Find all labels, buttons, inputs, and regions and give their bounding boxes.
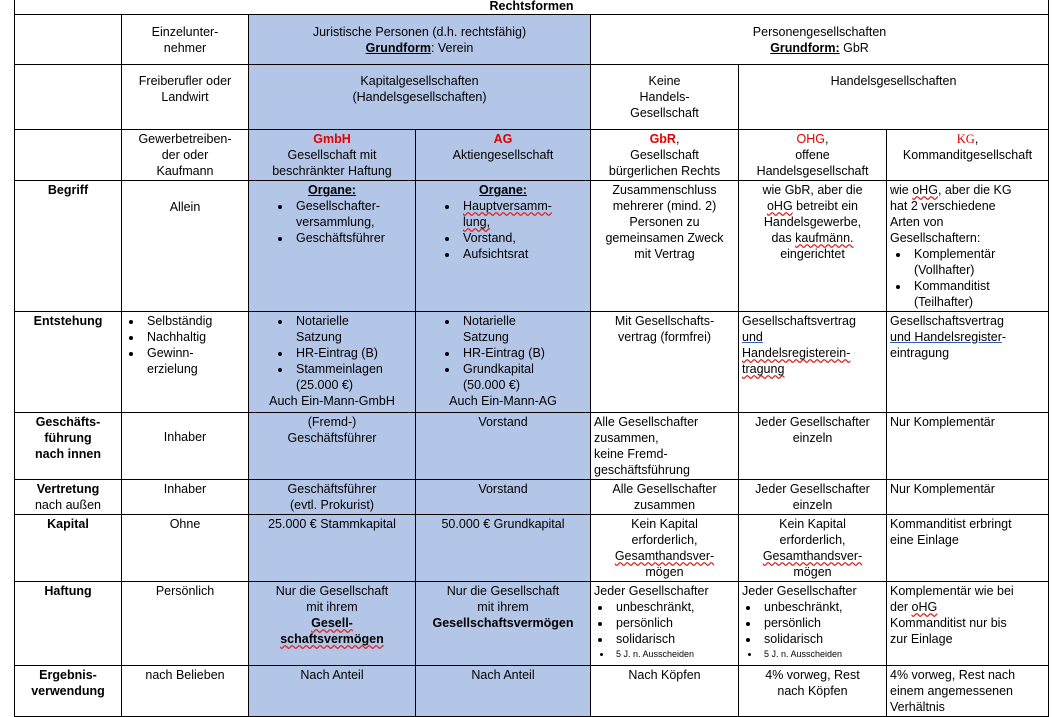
- fuehrung-gmbh: (Fremd-) Geschäftsführer: [249, 413, 416, 480]
- vertretung-ag: Vorstand: [416, 480, 591, 515]
- list-item: • Vorstand,: [459, 230, 587, 246]
- text: Gesellschaftsvertrag: [742, 314, 856, 328]
- list-item: • Kommanditist (Teilhafter): [910, 278, 1045, 310]
- haftung-gbr: [591, 582, 739, 666]
- ergebnis-einzel: nach Belieben: [122, 666, 249, 717]
- entstehung-kg: [887, 312, 1049, 413]
- vertretung-gmbh: Geschäftsführer (evtl. Prokurist): [249, 480, 416, 515]
- ag-abbr: AG: [493, 132, 513, 146]
- text: Gesellschaftsvertrag: [890, 314, 1004, 328]
- text: - eintragung: [890, 330, 1007, 360]
- kapital-einzel: Ohne: [122, 515, 249, 582]
- empty-cell: [15, 130, 122, 181]
- legal-forms-sheet: [14, 0, 1048, 712]
- gbr-haftung-list: [594, 599, 735, 661]
- form-ag: [416, 130, 591, 181]
- empty-cell: [15, 65, 122, 130]
- row-haftung: [15, 582, 1049, 666]
- haftung-ag: [416, 582, 591, 666]
- header-juristische-personen: [249, 15, 591, 65]
- gbr-name: , Gesellschaft bürgerlichen Rechts: [608, 132, 721, 178]
- row-label-geschaeftsfuehrung: Geschäfts- führung nach innen: [15, 413, 122, 480]
- text: eingerichtet: [780, 247, 845, 261]
- text: , aber die KG hat 2 verschiedene Arten von Gesellschaftern:: [890, 183, 1012, 245]
- list-item: • solidarisch: [760, 631, 883, 647]
- vertretung-ohg: Jeder Gesellschafter einzeln: [739, 480, 887, 515]
- list-item: • Notarielle Satzung: [459, 313, 587, 345]
- row-label-haftung: Haftung: [15, 582, 122, 666]
- text: oHG: [766, 199, 793, 213]
- list-item: • solidarisch: [612, 631, 735, 647]
- ergebnis-kg: 4% vorweg, Rest nach einem angemessenen Verhältnis: [887, 666, 1049, 717]
- ag-organe-head: Organe:: [479, 183, 527, 197]
- gmbh-haftung-emph: Gesell- schaftsvermögen: [280, 616, 384, 646]
- row-label-kapital: Kapital: [15, 515, 122, 582]
- form-gewerbetreibender: Gewerbetreiben- der oder Kaufmann: [122, 130, 249, 181]
- row-geschaeftsfuehrung: [15, 413, 1049, 480]
- haftung-einzel: Persönlich: [122, 582, 249, 666]
- row-ergebnisverwendung: [15, 666, 1049, 717]
- header-handelsgesellschaften: Handelsgesellschaften: [739, 65, 1049, 130]
- list-item: • Gewinn- erzielung: [143, 345, 245, 377]
- list-item: • Komplementär (Vollhafter): [910, 246, 1045, 278]
- form-gbr: [591, 130, 739, 181]
- gmbh-haftung-text: Nur die Gesellschaft mit ihrem: [275, 584, 389, 614]
- row-kapital: [15, 515, 1049, 582]
- pers-grundform-value: GbR: [839, 40, 869, 55]
- entstehung-gbr: Mit Gesellschafts- vertrag (formfrei): [591, 312, 739, 413]
- kapital-gmbh: 25.000 € Stammkapital: [249, 515, 416, 582]
- text: oHG: [911, 600, 938, 614]
- ag-haftung-text: Nur die Gesellschaft mit ihrem: [446, 584, 560, 614]
- ergebnis-gbr: Nach Köpfen: [591, 666, 739, 717]
- jur-grundform-value: : Verein: [430, 40, 474, 55]
- ag-haftung-emph: Gesellschaftsvermögen: [432, 616, 574, 630]
- text: betreibt ein Handelsgewerbe, das: [763, 199, 862, 245]
- form-gmbh: [249, 130, 416, 181]
- row-label-entstehung: Entstehung: [15, 312, 122, 413]
- pers-line: Personengesellschaften: [752, 24, 887, 39]
- text: und: [742, 330, 763, 344]
- row-begriff: [15, 181, 1049, 312]
- gmbh-organe-head: Organe:: [308, 183, 356, 197]
- list-item: • 5 J. n. Ausscheiden: [612, 647, 735, 661]
- kapital-ohg: [739, 515, 887, 582]
- empty-cell: [15, 15, 122, 65]
- fuehrung-kg: Nur Komplementär: [887, 413, 1049, 480]
- text: mögen: [793, 565, 832, 579]
- text: Gesamthandsver-: [614, 549, 715, 563]
- list-item: • Grundkapital (50.000 €): [459, 361, 587, 393]
- row-vertretung: [15, 480, 1049, 515]
- entstehung-ag: [416, 312, 591, 413]
- list-item: • Nachhaltig: [143, 329, 245, 345]
- list-item: • unbeschränkt,: [760, 599, 883, 615]
- begriff-ag: [416, 181, 591, 312]
- vertretung-kg: Nur Komplementär: [887, 480, 1049, 515]
- list-item: • Notarielle Satzung: [292, 313, 412, 345]
- header-row-forms: [15, 130, 1049, 181]
- form-kg: [887, 130, 1049, 181]
- haftung-ohg: [739, 582, 887, 666]
- ergebnis-ag: Nach Anteil: [416, 666, 591, 717]
- vertretung-einzel: Inhaber: [122, 480, 249, 515]
- pers-grundform-label: Grundform:: [770, 40, 840, 55]
- row-entstehung: [15, 312, 1049, 413]
- text: wie GbR, aber die: [762, 183, 863, 197]
- einzel-list: [125, 313, 245, 377]
- text: kaufmänn.: [795, 231, 854, 245]
- header-personengesellschaften: [591, 15, 1049, 65]
- ohg-name: , offene Handelsgesellschaft: [756, 132, 869, 178]
- begriff-einzel: Allein: [122, 181, 249, 312]
- begriff-kg: [887, 181, 1049, 312]
- row-label-begriff: Begriff: [15, 181, 122, 312]
- gmbh-foot: Auch Ein-Mann-GmbH: [269, 394, 395, 408]
- text: Handelsregisterein- tragung: [742, 346, 851, 376]
- list-item: • persönlich: [612, 615, 735, 631]
- text: wie: [890, 183, 913, 197]
- list-item: • Gesellschafter- versammlung,: [292, 198, 412, 230]
- fuehrung-gbr: Alle Gesellschafter zusammen, keine Fremd- geschäftsführung: [591, 413, 739, 480]
- list-item: • HR-Eintrag (B): [459, 345, 587, 361]
- ag-foot: Auch Ein-Mann-AG: [449, 394, 557, 408]
- kapital-gbr: [591, 515, 739, 582]
- list-item: • unbeschränkt,: [612, 599, 735, 615]
- text: oHG: [912, 183, 938, 197]
- text: Kommanditist nur bis zur Einlage: [890, 616, 1007, 646]
- list-item: • Stammeinlagen (25.000 €): [292, 361, 412, 393]
- ohg-haftung-head: Jeder Gesellschafter: [742, 584, 857, 598]
- haftung-gmbh: [249, 582, 416, 666]
- kg-name: , Kommanditgesellschaft: [902, 132, 1033, 162]
- ag-organe-list: [437, 198, 587, 262]
- kapital-kg: Kommanditist erbringt eine Einlage: [887, 515, 1049, 582]
- vertretung-gbr: Alle Gesellschafter zusammen: [591, 480, 739, 515]
- text: Kein Kapital erforderlich,: [779, 517, 846, 547]
- gmbh-entstehung-list: [270, 313, 412, 393]
- gmbh-abbr: GmbH: [313, 132, 351, 146]
- vertretung-label: Vertretung: [36, 482, 100, 496]
- table-title: Rechtsformen: [15, 0, 1049, 15]
- ag-entstehung-list: [437, 313, 587, 393]
- gmbh-organe-list: [270, 198, 412, 246]
- vertretung-sublabel: nach außen: [34, 498, 102, 512]
- jur-grundform-label: Grundform: [365, 40, 431, 55]
- ohg-abbr: OHG: [796, 132, 825, 146]
- kapital-ag: 50.000 € Grundkapital: [416, 515, 591, 582]
- ag-name: Aktiengesellschaft: [452, 148, 554, 162]
- ergebnis-ohg: 4% vorweg, Rest nach Köpfen: [739, 666, 887, 717]
- text: mögen: [645, 565, 684, 579]
- row-label-vertretung: [15, 480, 122, 515]
- fuehrung-ag: Vorstand: [416, 413, 591, 480]
- gmbh-name: Gesellschaft mit beschränkter Haftung: [272, 148, 392, 178]
- gbr-haftung-head: Jeder Gesellschafter: [594, 584, 709, 598]
- list-item: • 5 J. n. Ausscheiden: [760, 647, 883, 661]
- form-ohg: [739, 130, 887, 181]
- list-item: • Aufsichtsrat: [459, 246, 587, 262]
- list-item: • Geschäftsführer: [292, 230, 412, 246]
- text: Gesamthandsver-: [762, 549, 863, 563]
- list-item: • HR-Eintrag (B): [292, 345, 412, 361]
- header-freiberufler: Freiberufler oder Landwirt: [122, 65, 249, 130]
- list-item: • Selbständig: [143, 313, 245, 329]
- fuehrung-ohg: Jeder Gesellschafter einzeln: [739, 413, 887, 480]
- gbr-abbr: GbR: [649, 132, 676, 146]
- header-kapitalgesellschaften: Kapitalgesellschaften (Handelsgesellschaften): [249, 65, 591, 130]
- entstehung-ohg: [739, 312, 887, 413]
- header-einzelunternehmer: Einzelunter- nehmer: [122, 15, 249, 65]
- text: Kein Kapital erforderlich,: [631, 517, 698, 547]
- header-row-1: [15, 15, 1049, 65]
- header-row-2: [15, 65, 1049, 130]
- kg-abbr: KG: [956, 132, 975, 146]
- text: Komplementär wie bei der: [890, 584, 1014, 614]
- begriff-gmbh: [249, 181, 416, 312]
- row-label-ergebnisverwendung: Ergebnis- verwendung: [15, 666, 122, 717]
- header-keine-handelsgesellschaft: Keine Handels- Gesellschaft: [591, 65, 739, 130]
- haftung-kg: [887, 582, 1049, 666]
- text: und Handelsregister: [890, 330, 1002, 344]
- entstehung-gmbh: [249, 312, 416, 413]
- list-item: • Hauptversamm- lung,: [459, 198, 587, 230]
- begriff-gbr: Zusammenschluss mehrerer (mind. 2) Personen zu gemeinsamen Zweck mit Vertrag: [591, 181, 739, 312]
- ohg-haftung-list: [742, 599, 883, 661]
- legal-forms-table: [14, 0, 1049, 717]
- kg-gesellschafter-list: [890, 246, 1045, 310]
- fuehrung-einzel: Inhaber: [122, 413, 249, 480]
- begriff-ohg: [739, 181, 887, 312]
- ergebnis-gmbh: Nach Anteil: [249, 666, 416, 717]
- jur-line: Juristische Personen (d.h. rechtsfähig): [312, 24, 527, 39]
- entstehung-einzel: [122, 312, 249, 413]
- list-item: • persönlich: [760, 615, 883, 631]
